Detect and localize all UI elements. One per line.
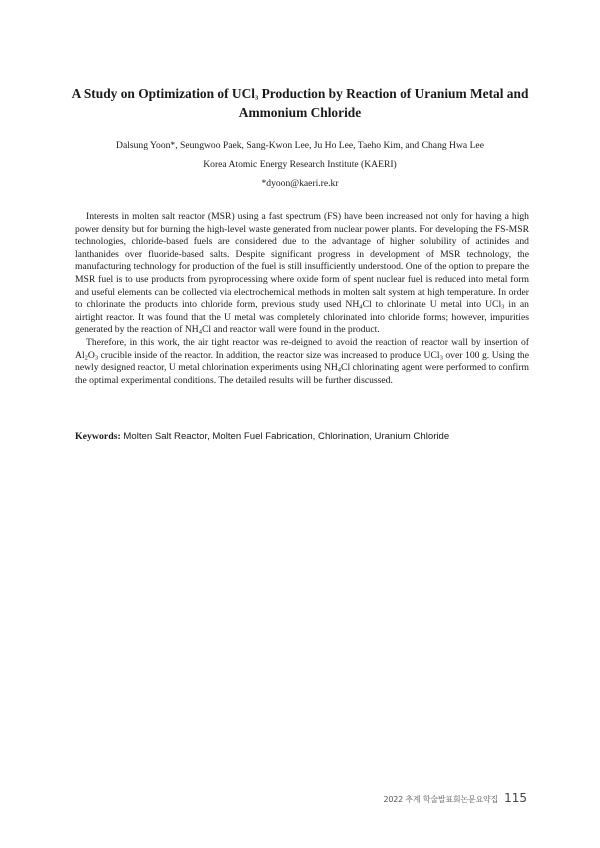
abstract-paragraph-1 (75, 211, 529, 337)
abstract-paragraph-2 (75, 337, 529, 387)
abstract-text: Cl and reactor wall were found in the product. (201, 324, 380, 336)
keywords-text: Molten Salt Reactor, Molten Fuel Fabrication, Chlorination, Uranium Chloride (120, 431, 450, 442)
keywords-label: Keywords: (75, 431, 121, 442)
abstract-text: Therefore, in this work, the air tight reactor was re-deigned to avoid the reaction of reactor wall by insertion of Al (75, 336, 529, 361)
paper-title (60, 84, 540, 122)
abstract-text: O (87, 349, 95, 361)
proceedings-name: 2022 추계 학술발표회논문요약집 (383, 795, 499, 804)
abstract (75, 211, 529, 387)
corresponding-email: *dyoon@kaeri.re.kr (261, 178, 339, 189)
subscript: 4 (198, 328, 202, 336)
subscript: 3 (501, 303, 505, 311)
subscript: 2 (84, 354, 88, 362)
abstract-text: Interests in molten salt reactor (MSR) using a fast spectrum (FS) have been increased not only for having a high power density but for burning the high-level waste generated from nuclear power plants. For developing the FS-MSR technologies, chloride-based fuels are considered due to the advantage of higher solubility of actinides and lanthanides over fluoride-based salts. Despite significant progress in development of MSR technology, the manufacturing technology for production of the fuel is still insufficiently understood. One of the option to prepare the MSR fuel is to use products from pyroprocessing where oxide form of spent nuclear fuel is reduced into metal form and useful elements can be collected via electrochemical methods in molten salt system at high temperature. In order to chlorinate the products into chloride form, previous study used NH (75, 211, 529, 311)
subscript: 4 (337, 366, 342, 374)
page-number: 115 (504, 791, 527, 805)
title-subscript: 3 (254, 94, 259, 102)
author-list: Dalsung Yoon*, Seungwoo Paek, Sang-Kwon Lee, Ju Ho Lee, Taeho Kim, and Chang Hwa Lee (116, 140, 484, 151)
abstract-text: over 100 g. Using the newly designed reactor, U metal chlorination experiments using NH (75, 349, 529, 374)
subscript: 3 (94, 354, 99, 362)
subscript: 3 (439, 354, 443, 362)
affiliation: Korea Atomic Energy Research Institute (KAERI) (203, 159, 397, 170)
subscript: 4 (359, 303, 363, 311)
abstract-text: Cl chlorinating agent were performed to confirm the optimal experimental conditions. The detailed results will be further discussed. (75, 362, 529, 386)
title-text-pre: A Study on Optimization of UCl (71, 86, 255, 101)
keywords (75, 431, 529, 443)
title-text-post: Production by Reaction of Uranium Metal and Ammonium Chloride (238, 86, 529, 120)
abstract-text: Cl to chlorinate U metal into UCl (362, 299, 502, 311)
abstract-text: crucible inside of the reactor. In addition, the reactor size was increased to produce UCl (98, 349, 440, 361)
page-footer (384, 791, 528, 805)
abstract-text: in an airtight reactor. It was found that the U metal was completely chlorinated into chloride forms; however, impurities generated by the reaction of NH (75, 299, 529, 336)
